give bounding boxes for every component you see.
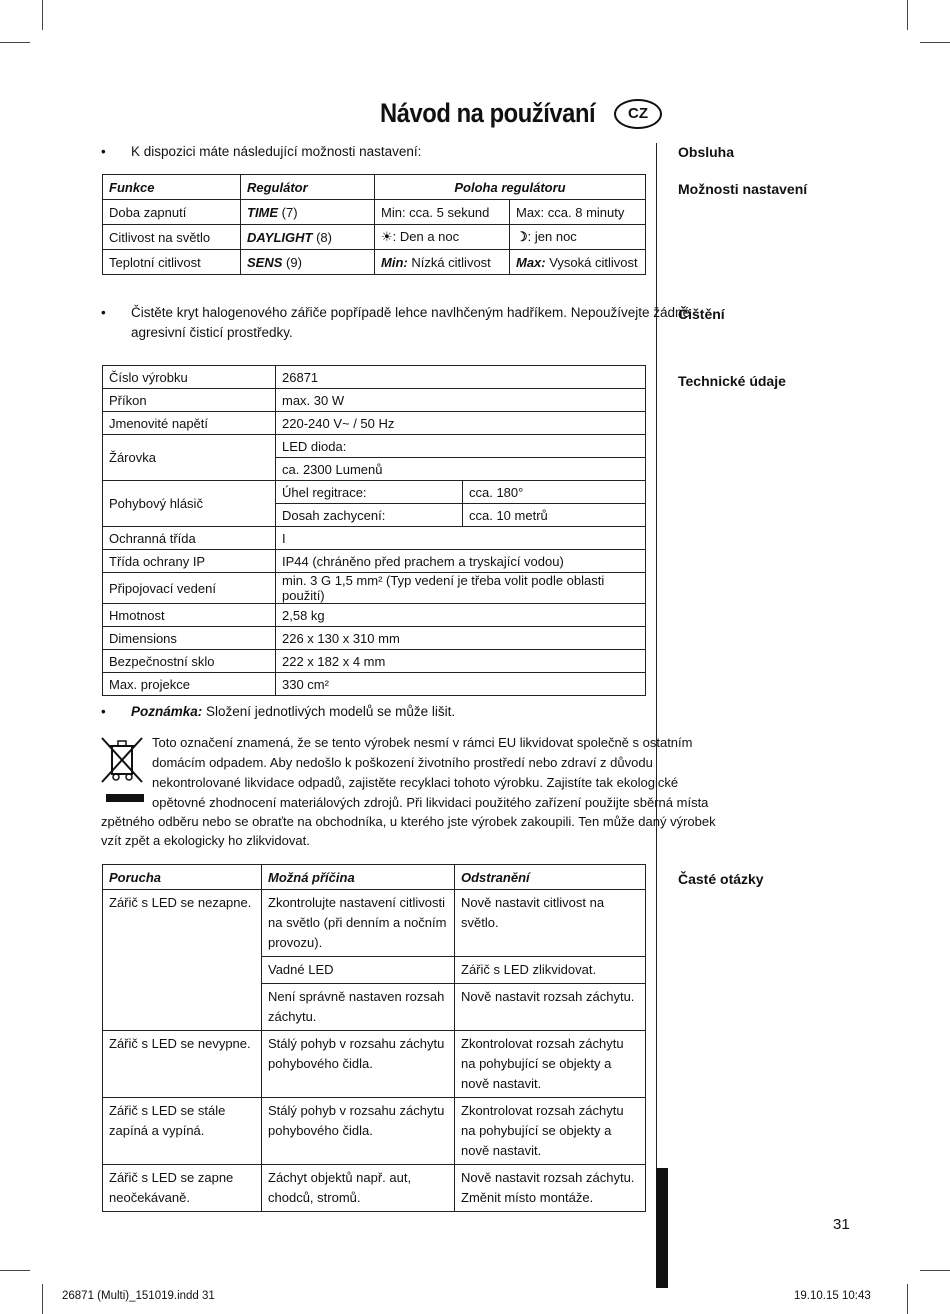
table-row	[103, 627, 646, 650]
weee-bar	[106, 794, 144, 802]
faq-cause: Stálý pohyb v rozsahu záchytu pohybového čidla.	[262, 1098, 455, 1165]
faq-fix: Nově nastavit rozsah záchytu. Změnit místo montáže.	[455, 1165, 646, 1212]
settings-reg	[241, 225, 375, 250]
table-row	[103, 1165, 646, 1212]
faq-problem: Zářič s LED se nevypne.	[103, 1031, 262, 1098]
faq-fix: Nově nastavit citlivost na světlo.	[455, 890, 646, 957]
table-row	[103, 435, 646, 458]
spec-value: 26871	[276, 366, 646, 389]
faq-fix: Zářič s LED zlikvidovat.	[455, 957, 646, 984]
settings-min	[375, 250, 510, 275]
sun-icon: ☀	[381, 229, 393, 244]
table-row	[103, 200, 646, 225]
settings-func: Citlivost na světlo	[103, 225, 241, 250]
note	[131, 702, 455, 722]
spec-value: I	[276, 527, 646, 550]
spec-value: 226 x 130 x 310 mm	[276, 627, 646, 650]
spec-value: ca. 2300 Lumenů	[276, 458, 646, 481]
settings-header-poloha: Poloha regulátoru	[375, 175, 646, 200]
faq-problem: Zářič s LED se zapne neočekávaně.	[103, 1165, 262, 1212]
sidebar-technicke: Technické údaje	[678, 373, 786, 389]
page-number: 31	[833, 1216, 850, 1233]
settings-header-funkce: Funkce	[103, 175, 241, 200]
table-row	[103, 890, 646, 957]
bullet: •	[101, 704, 106, 719]
footer-date: 19.10.15 10:43	[794, 1290, 871, 1302]
spec-value: IP44 (chráněno před prachem a tryskající vodou)	[276, 550, 646, 573]
spec-value: 222 x 182 x 4 mm	[276, 650, 646, 673]
settings-max	[510, 225, 646, 250]
weee-line: zpětného odběru nebo se obraťte na obchodníka, u kterého jste výrobek zakoupili. Ten může daný výrobek	[101, 814, 716, 829]
faq-table	[102, 864, 646, 1212]
table-row	[103, 573, 646, 604]
spec-value: Dosah zachycení:	[276, 504, 463, 527]
reg-num: (8)	[312, 229, 332, 245]
crop-mark	[907, 0, 908, 30]
table-row	[103, 389, 646, 412]
spec-value: 2,58 kg	[276, 604, 646, 627]
crop-mark	[907, 1284, 908, 1314]
settings-min: Min: cca. 5 sekund	[375, 200, 510, 225]
reg-name: DAYLIGHT	[247, 229, 313, 245]
table-row	[103, 250, 646, 275]
intro-text: K dispozici máte následující možnosti nastavení:	[131, 144, 422, 159]
spec-label: Jmenovité napětí	[103, 412, 276, 435]
crop-mark	[42, 1284, 43, 1314]
faq-problem: Zářič s LED se nezapne.	[103, 890, 262, 1031]
crop-mark	[920, 1270, 950, 1271]
crop-mark	[0, 42, 30, 43]
min-label: Min:	[381, 254, 408, 270]
weee-line: Toto označení znamená, že se tento výrobek nesmí v rámci EU likvidovat společně s ostatním	[152, 735, 693, 750]
settings-func: Doba zapnutí	[103, 200, 241, 225]
column-divider	[656, 143, 657, 1187]
faq-fix: Zkontrolovat rozsah záchytu na pohybující se objekty a nově nastavit.	[455, 1031, 646, 1098]
spec-value: LED dioda:	[276, 435, 646, 458]
faq-cause: Vadné LED	[262, 957, 455, 984]
spec-label: Pohybový hlásič	[103, 481, 276, 527]
settings-reg	[241, 250, 375, 275]
sidebar-obsluha: Obsluha	[678, 144, 735, 160]
table-row	[103, 1098, 646, 1165]
spec-label: Max. projekce	[103, 673, 276, 696]
sidebar-cisteni: Čištění	[678, 306, 725, 322]
spec-value: max. 30 W	[276, 389, 646, 412]
weee-line: opětovné zhodnocení materiálových zdrojů. Při likvidaci použitého zařízení použijte sběrná místa	[152, 795, 709, 810]
crop-mark	[42, 0, 43, 30]
faq-fix: Nově nastavit rozsah záchytu.	[455, 984, 646, 1031]
table-row	[103, 412, 646, 435]
settings-min-text: : Den a noc	[392, 229, 460, 244]
faq-cause: Není správně nastaven rozsah záchytu.	[262, 984, 455, 1031]
bullet: •	[101, 144, 106, 159]
table-row	[103, 527, 646, 550]
spec-value: cca. 10 metrů	[463, 504, 646, 527]
footer-file: 26871 (Multi)_151019.indd 31	[62, 1290, 215, 1302]
page-title: Návod na používaní	[380, 98, 596, 128]
table-row	[103, 673, 646, 696]
cleaning-line-1: Čistěte kryt halogenového zářiče popřípadě lehce navlhčeným hadříkem. Nepoužívejte žádné	[131, 305, 691, 320]
settings-max	[510, 250, 646, 275]
settings-max: Max: cca. 8 minuty	[510, 200, 646, 225]
note-label: Poznámka:	[131, 704, 203, 719]
spec-label: Dimensions	[103, 627, 276, 650]
weee-bin-icon	[100, 736, 144, 786]
reg-name: TIME	[247, 204, 279, 220]
spec-value: cca. 180°	[463, 481, 646, 504]
table-row	[103, 604, 646, 627]
faq-fix: Zkontrolovat rozsah záchytu na pohybující se objekty a nově nastavit.	[455, 1098, 646, 1165]
settings-min	[375, 225, 510, 250]
weee-line: vzít zpět a ekologicky ho zlikvidovat.	[101, 833, 310, 848]
weee-line: nekontrolované likvidace odpadů, zajistěte recyklaci tohoto výrobku. Zajistíte tak ekologické	[152, 775, 679, 790]
table-row	[103, 650, 646, 673]
column-divider-thick	[656, 1168, 668, 1288]
faq-header-porucha: Porucha	[103, 865, 262, 890]
spec-label: Hmotnost	[103, 604, 276, 627]
faq-cause: Zkontrolujte nastavení citlivosti na světlo (při denním a nočním provozu).	[262, 890, 455, 957]
spec-value: min. 3 G 1,5 mm² (Typ vedení je třeba volit podle oblasti použití)	[276, 573, 646, 604]
spec-value: 220-240 V~ / 50 Hz	[276, 412, 646, 435]
moon-icon: ☽	[516, 229, 528, 244]
settings-max-text: Vysoká citlivost	[545, 254, 638, 270]
table-row	[103, 481, 646, 504]
table-row	[103, 550, 646, 573]
sidebar-caste: Časté otázky	[678, 871, 764, 887]
reg-num: (7)	[278, 204, 298, 220]
faq-cause: Stálý pohyb v rozsahu záchytu pohybového čidla.	[262, 1031, 455, 1098]
spec-label: Číslo výrobku	[103, 366, 276, 389]
reg-num: (9)	[282, 254, 302, 270]
spec-label: Třída ochrany IP	[103, 550, 276, 573]
table-row	[103, 1031, 646, 1098]
spec-label: Žárovka	[103, 435, 276, 481]
sidebar-moznosti: Možnosti nastavení	[678, 181, 808, 197]
spec-label: Bezpečnostní sklo	[103, 650, 276, 673]
spec-label: Příkon	[103, 389, 276, 412]
table-row	[103, 366, 646, 389]
settings-func: Teplotní citlivost	[103, 250, 241, 275]
faq-header-odstraneni: Odstranění	[455, 865, 646, 890]
settings-max-text: : jen noc	[527, 229, 577, 244]
cleaning-line-2: agresivní čisticí prostředky.	[131, 325, 293, 340]
note-text: Složení jednotlivých modelů se může lišit.	[202, 704, 456, 719]
specs-table	[102, 365, 646, 696]
crop-mark	[0, 1270, 30, 1271]
table-row	[103, 225, 646, 250]
reg-name: SENS	[247, 254, 283, 270]
max-label: Max:	[516, 254, 546, 270]
settings-header-regulator: Regulátor	[241, 175, 375, 200]
spec-label: Připojovací vedení	[103, 573, 276, 604]
language-badge: CZ	[614, 99, 662, 129]
crop-mark	[920, 42, 950, 43]
settings-reg	[241, 200, 375, 225]
settings-min-text: Nízká citlivost	[407, 254, 491, 270]
spec-value: 330 cm²	[276, 673, 646, 696]
settings-table	[102, 174, 646, 275]
faq-cause: Záchyt objektů např. aut, chodců, stromů.	[262, 1165, 455, 1212]
spec-value: Úhel regitrace:	[276, 481, 463, 504]
spec-label: Ochranná třída	[103, 527, 276, 550]
faq-problem: Zářič s LED se stále zapíná a vypíná.	[103, 1098, 262, 1165]
weee-line: domácím odpadem. Aby nedošlo k poškození životního prostředí nebo zdraví z důvodu	[152, 755, 653, 770]
bullet: •	[101, 305, 106, 320]
faq-header-pricina: Možná příčina	[262, 865, 455, 890]
